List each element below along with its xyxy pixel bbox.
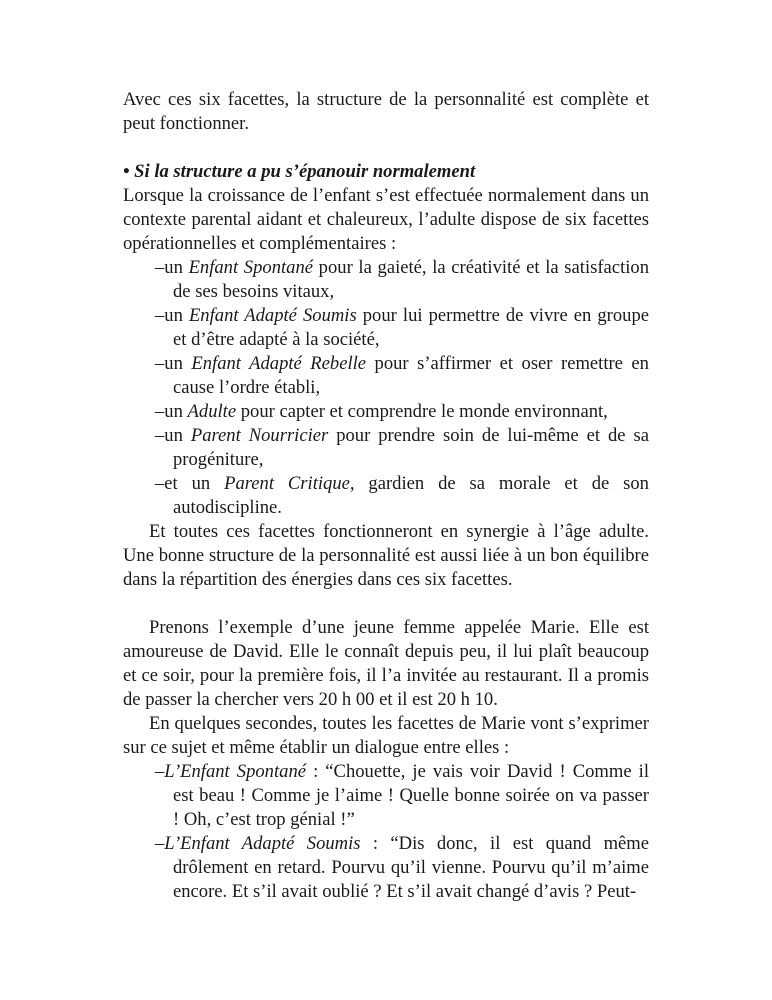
dialog-list [123,760,649,904]
document-page [123,88,649,904]
dialog-item: –L’Enfant Adapté Soumis : “Dis donc, il est quand même drôlement en retard. Pourvu qu’il vienne. Pourvu qu’il m’aime encore. Et s’il avait oublié ? Et s’il avait changé d’avis ? Peut- [155,833,649,902]
facet-item: –un Enfant Adapté Soumis pour lui permettre de vivre en groupe et d’être adapté à la société, [155,305,649,350]
speaker-term: L’Enfant Adapté Soumis [164,833,361,854]
intro-paragraph: Avec ces six facettes, la structure de la personnalité est complète et peut fonctionner. [123,89,649,134]
facets-list [123,256,649,520]
section-heading: • Si la structure a pu s’épanouir normalement [123,161,476,182]
facet-term: Enfant Spontané [188,257,314,278]
growth-paragraph: Lorsque la croissance de l’enfant s’est effectuée normalement dans un contexte parental aidant et chaleureux, l’adulte dispose de six facettes opérationnelles et complémentaires : [123,185,649,254]
facet-term: Adulte [187,401,237,422]
facet-item: –un Adulte pour capter et comprendre le monde environnant, [155,401,608,422]
facet-item: –un Enfant Spontané pour la gaieté, la créativité et la satisfaction de ses besoins vitaux, [155,257,649,302]
facet-term: Parent Critique, [224,473,355,494]
facet-term: Parent Nourricier [190,425,329,446]
synergy-paragraph: Et toutes ces facettes fonctionneront en synergie à l’âge adulte. Une bonne structure de la personnalité est aussi liée à un bon équilibre dans la répartition des énergies dans ces six facettes. [123,521,649,590]
facet-item: –et un Parent Critique, gardien de sa morale et de son autodiscipline. [155,473,649,518]
dialog-intro-paragraph: En quelques secondes, toutes les facettes de Marie vont s’exprimer sur ce sujet et même établir un dialogue entre elles : [123,713,649,758]
example-paragraph: Prenons l’exemple d’une jeune femme appelée Marie. Elle est amoureuse de David. Elle le connaît depuis peu, il lui plaît beaucoup et ce soir, pour la première fois, il l’a invitée au restaurant. Il a promis de passer la chercher vers 20 h 00 et il est 20 h 10. [123,617,649,710]
facet-item: –un Parent Nourricier pour prendre soin de lui-même et de sa progéniture, [155,425,649,470]
speaker-term: L’Enfant Spontané [164,761,306,782]
facet-item: –un Enfant Adapté Rebelle pour s’affirmer et oser remettre en cause l’ordre établi, [155,353,649,398]
dialog-item: –L’Enfant Spontané : “Chouette, je vais voir David ! Comme il est beau ! Comme je l’aime ! Quelle bonne soirée on va passer ! Oh, c’est trop génial !” [155,761,649,830]
facet-term: Enfant Adapté Soumis [188,305,357,326]
facet-term: Enfant Adapté Rebelle [191,353,367,374]
